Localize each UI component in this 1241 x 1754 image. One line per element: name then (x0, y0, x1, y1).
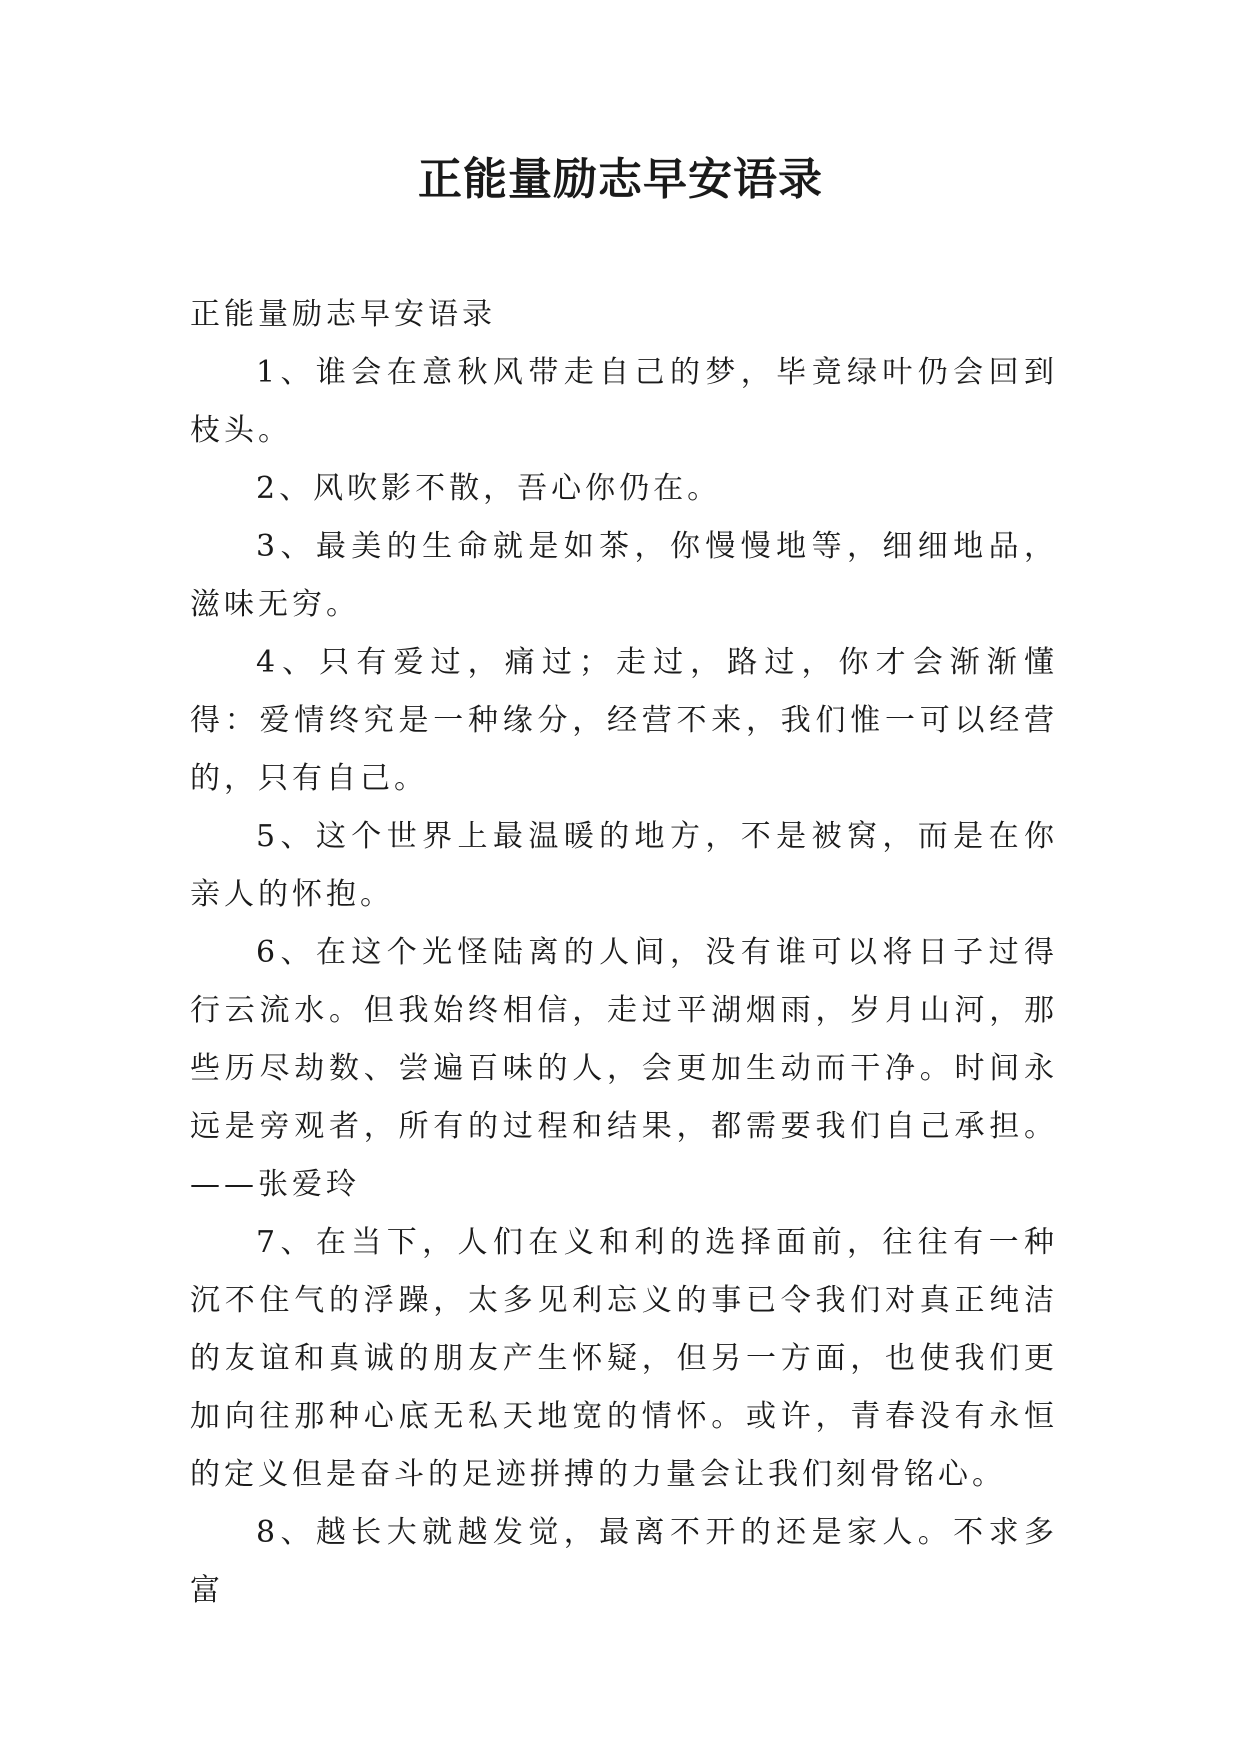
paragraph-4: 4、只有爱过，痛过；走过，路过，你才会渐渐懂得：爱情终究是一种缘分，经营不来，我们惟一可以经营的，只有自己。 (190, 645, 1058, 796)
document-body (190, 286, 1058, 1620)
paragraph-6: 6、在这个光怪陆离的人间，没有谁可以将日子过得行云流水。但我始终相信，走过平湖烟雨，岁月山河，那些历尽劫数、尝遍百味的人，会更加生动而干净。时间永远是旁观者，所有的过程和结果，都需要我们自己承担。——张爱玲 (190, 935, 1058, 1202)
paragraph-7: 7、在当下，人们在义和利的选择面前，往往有一种沉不住气的浮躁，太多见利忘义的事已令我们对真正纯洁的友谊和真诚的朋友产生怀疑，但另一方面，也使我们更加向往那种心底无私天地宽的情怀。或许，青春没有永恒的定义但是奋斗的足迹拼搏的力量会让我们刻骨铭心。 (190, 1225, 1058, 1492)
paragraph-3: 3、最美的生命就是如茶，你慢慢地等，细细地品，滋味无穷。 (190, 529, 1058, 622)
paragraph-2: 2、风吹影不散，吾心你仍在。 (256, 471, 722, 506)
paragraph-5: 5、这个世界上最温暖的地方，不是被窝，而是在你亲人的怀抱。 (190, 819, 1058, 912)
document-subtitle: 正能量励志早安语录 (190, 297, 496, 332)
page-title: 正能量励志早安语录 (418, 154, 823, 205)
paragraph-8: 8、越长大就越发觉，最离不开的还是家人。不求多富 (190, 1515, 1058, 1608)
paragraph-1: 1、谁会在意秋风带走自己的梦，毕竟绿叶仍会回到枝头。 (190, 355, 1058, 448)
